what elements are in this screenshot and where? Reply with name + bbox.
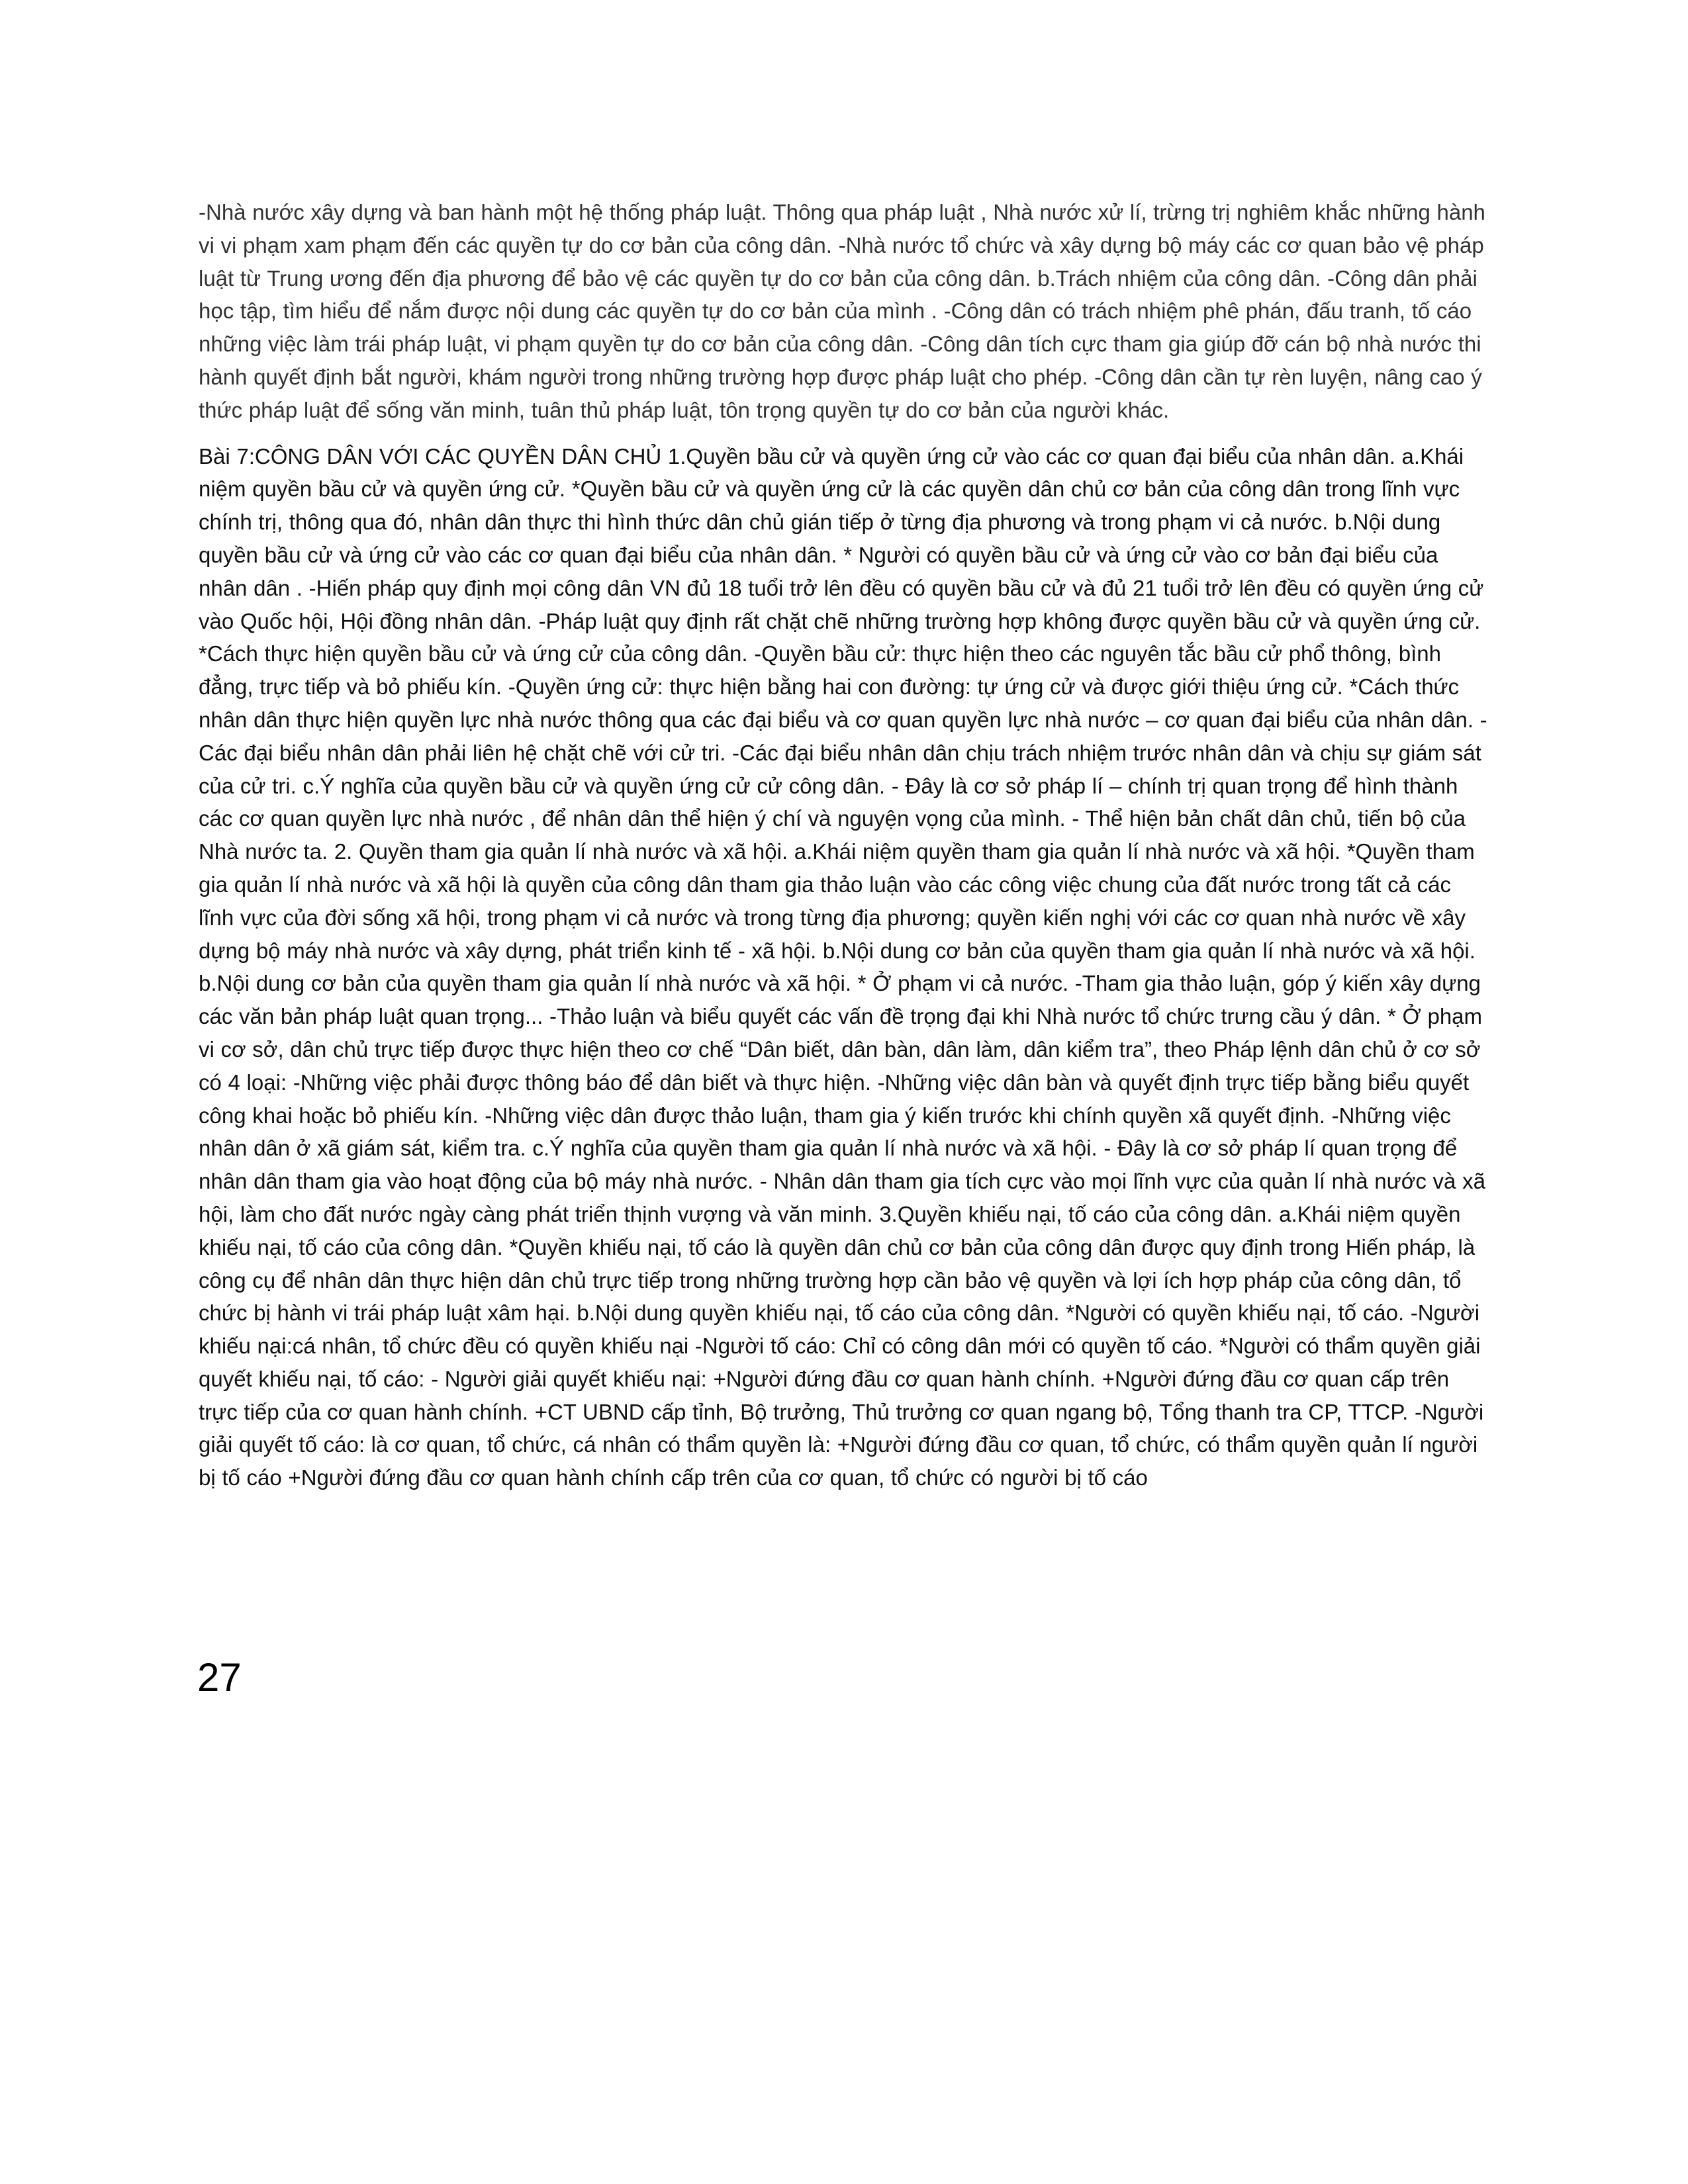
paragraph-lesson-7-democratic-rights: Bài 7:CÔNG DÂN VỚI CÁC QUYỀN DÂN CHỦ 1.Quyền bầu cử và quyền ứng cử vào các cơ quan đại biểu của nhân dân. a.Khái niệm quyền bầu cử và quyền ứng cử. *Quyền bầu cử và quyền ứng cử là các quyền dân chủ cơ bản của công dân trong lĩnh vực chính trị, thông qua đó, nhân dân thực thi hình thức dân chủ gián tiếp ở từng địa phương và trong phạm vi cả nước. b.Nội dung quyền bầu cử và ứng cử vào các cơ quan đại biểu của nhân dân. * Người có quyền bầu cử và ứng cử vào cơ bản đại biểu của nhân dân . -Hiến pháp quy định mọi công dân VN đủ 18 tuổi trở lên đều có quyền bầu cử và đủ 21 tuổi trở lên đều có quyền ứng cử vào Quốc hội, Hội đồng nhân dân. -Pháp luật quy định rất chặt chẽ những trường hợp không được quyền bầu cử và quyền ứng cử. *Cách thực hiện quyền bầu cử và ứng cử của công dân. -Quyền bầu cử: thực hiện theo các nguyên tắc bầu cử phổ thông, bình đẳng, trực tiếp và bỏ phiếu kín. -Quyền ứng cử: thực hiện bằng hai con đường: tự ứng cử và được giới thiệu ứng cử. *Cách thức nhân dân thực hiện quyền lực nhà nước thông qua các đại biểu và cơ quan quyền lực nhà nước – cơ quan đại biểu của nhân dân. -Các đại biểu nhân dân phải liên hệ chặt chẽ với cử tri. -Các đại biểu nhân dân chịu trách nhiệm trước nhân dân và chịu sự giám sát của cử tri. c.Ý nghĩa của quyền bầu cử và quyền ứng cử cử công dân. - Đây là cơ sở pháp lí – chính trị quan trọng để hình thành các cơ quan quyền lực nhà nước , để nhân dân thể hiện ý chí và nguyện vọng của mình. - Thể hiện bản chất dân chủ, tiến bộ của Nhà nước ta. 2. Quyền tham gia quản lí nhà nước và xã hội. a.Khái niệm quyền tham gia quản lí nhà nước và xã hội. *Quyền tham gia quản lí nhà nước và xã hội là quyền của công dân tham gia thảo luận vào các công việc chung của đất nước trong tất cả các lĩnh vực của đời sống xã hội, trong phạm vi cả nước và trong từng địa phương; quyền kiến nghị với các cơ quan nhà nước về xây dựng bộ máy nhà nước và xây dựng, phát triển kinh tế - xã hội. b.Nội dung cơ bản của quyền tham gia quản lí nhà nước và xã hội. b.Nội dung cơ bản của quyền tham gia quản lí nhà nước và xã hội. * Ở phạm vi cả nước. -Tham gia thảo luận, góp ý kiến xây dựng các văn bản pháp luật quan trọng... -Thảo luận và biểu quyết các vấn đề trọng đại khi Nhà nước tổ chức trưng cầu ý dân. * Ở phạm vi cơ sở, dân chủ trực tiếp được thực hiện theo cơ chế “Dân biết, dân bàn, dân làm, dân kiểm tra”, theo Pháp lệnh dân chủ ở cơ sở có 4 loại: -Những việc phải được thông báo để dân biết và thực hiện. -Những việc dân bàn và quyết định trực tiếp bằng biểu quyết công khai hoặc bỏ phiếu kín. -Những việc dân được thảo luận, tham gia ý kiến trước khi chính quyền xã quyết định. -Những việc nhân dân ở xã giám sát, kiểm tra. c.Ý nghĩa của quyền tham gia quản lí nhà nước và xã hội. - Đây là cơ sở pháp lí quan trọng để nhân dân tham gia vào hoạt động của bộ máy nhà nước. - Nhân dân tham gia tích cực vào mọi lĩnh vực của quản lí nhà nước và xã hội, làm cho đất nước ngày càng phát triển thịnh vượng và văn minh. 3.Quyền khiếu nại, tố cáo của công dân. a.Khái niệm quyền khiếu nại, tố cáo của công dân. *Quyền khiếu nại, tố cáo là quyền dân chủ cơ bản của công dân được quy định trong Hiến pháp, là công cụ để nhân dân thực hiện dân chủ trực tiếp trong những trường hợp cần bảo vệ quyền và lợi ích hợp pháp của công dân, tổ chức bị hành vi trái pháp luật xâm hại. b.Nội dung quyền khiếu nại, tố cáo của công dân. *Người có quyền khiếu nại, tố cáo. -Người khiếu nại:cá nhân, tổ chức đều có quyền khiếu nại -Người tố cáo: Chỉ có công dân mới có quyền tố cáo. *Người có thẩm quyền giải quyết khiếu nại, tố cáo: - Người giải quyết khiếu nại: +Người đứng đầu cơ quan hành chính. +Người đứng đầu cơ quan cấp trên trực tiếp của cơ quan hành chính. +CT UBND cấp tỉnh, Bộ trưởng, Thủ trưởng cơ quan ngang bộ, Tổng thanh tra CP, TTCP. -Người giải quyết tố cáo: là cơ quan, tổ chức, cá nhân có thẩm quyền là: +Người đứng đầu cơ quan, tổ chức, có thẩm quyền quản lí người bị tố cáo +Người đứng đầu cơ quan hành chính cấp trên của cơ quan, tổ chức có người bị tố cáo — [199, 443, 1487, 1490]
paragraph-freedom-rights: -Nhà nước xây dựng và ban hành một hệ thống pháp luật. Thông qua pháp luật , Nhà nước xử lí, trừng trị nghiêm khắc những hành vi vi phạm xam phạm đến các quyền tự do cơ bản của công dân. -Nhà nước tổ chức và xây dựng bộ máy các cơ quan bảo vệ pháp luật từ Trung ương đến địa phương để bảo vệ các quyền tự do cơ bản của công dân. b.Trách nhiệm của công dân. -Công dân phải học tập, tìm hiểu để nắm được nội dung các quyền tự do cơ bản của mình . -Công dân có trách nhiệm phê phán, đấu tranh, tố cáo những việc làm trái pháp luật, vi phạm quyền tự do cơ bản của công dân. -Công dân tích cực tham gia giúp đỡ cán bộ nhà nước thi hành quyết định bắt người, khám người trong những trường hợp được pháp luật cho phép. -Công dân cần tự rèn luyện, nâng cao ý thức pháp luật để sống văn minh, tuân thủ pháp luật, tôn trọng quyền tự do cơ bản của người khác. — [199, 200, 1485, 422]
page-number: 27 — [197, 1655, 242, 1700]
page-body — [199, 196, 1489, 1494]
